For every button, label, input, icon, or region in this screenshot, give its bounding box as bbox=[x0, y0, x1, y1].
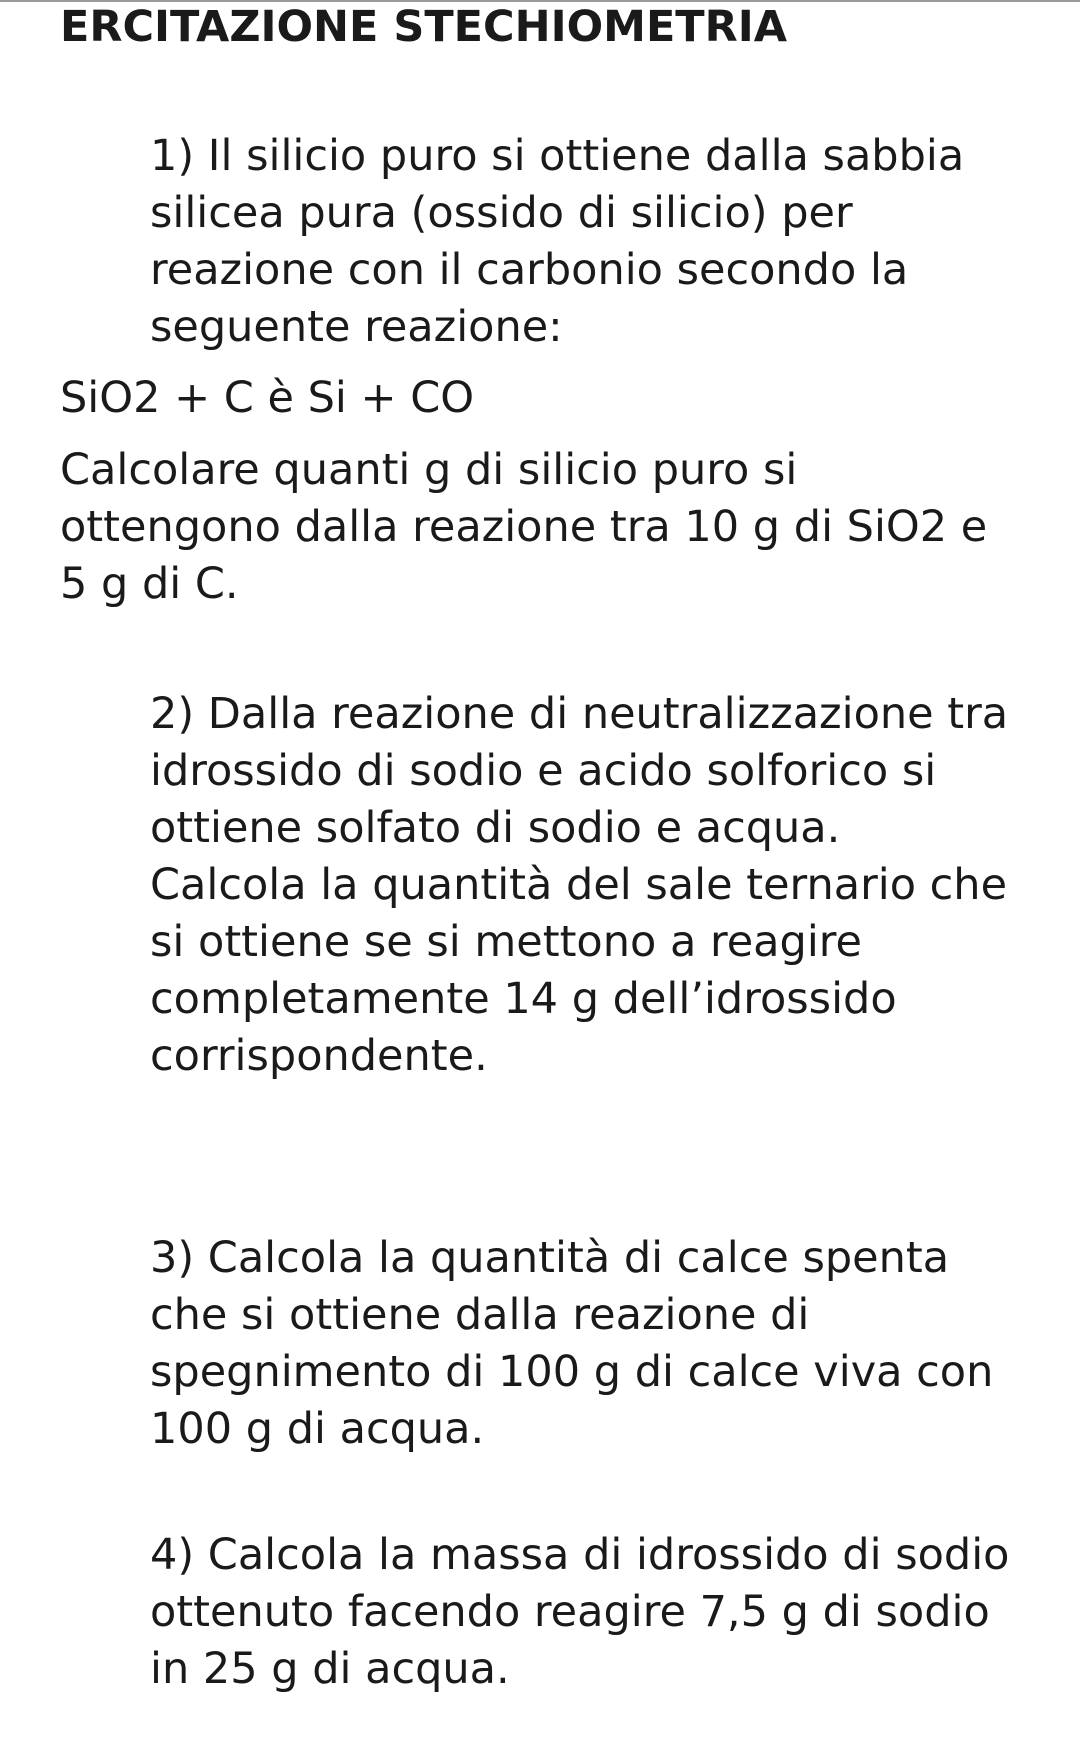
equation-text: SiO2 + C è Si + CO bbox=[60, 373, 475, 423]
exercise-2-line: completamente 14 g dell’idrossido bbox=[150, 974, 897, 1024]
exercise-2-line: 2) Dalla reazione di neutralizzazione tra bbox=[150, 689, 1009, 739]
exercise-1-line: 1) Il silicio puro si ottiene dalla sabbia bbox=[150, 131, 965, 181]
exercise-2-line: corrispondente. bbox=[150, 1031, 488, 1081]
exercise-3 bbox=[150, 1230, 1030, 1458]
exercise-1-equation bbox=[60, 370, 1020, 427]
exercise-1 bbox=[150, 128, 1030, 356]
exercise-1-question-line: 5 g di C. bbox=[60, 559, 239, 609]
document-title: ERCITAZIONE STECHIOMETRIA bbox=[60, 2, 788, 52]
exercise-1-question-line: ottengono dalla reazione tra 10 g di SiO2 e bbox=[60, 502, 988, 552]
exercise-2-line: Calcola la quantità del sale ternario che bbox=[150, 860, 1008, 910]
exercise-3-line: spegnimento di 100 g di calce viva con bbox=[150, 1347, 994, 1397]
exercise-1-question bbox=[60, 442, 1020, 613]
exercise-4 bbox=[150, 1527, 1030, 1698]
exercise-3-line: che si ottiene dalla reazione di bbox=[150, 1290, 810, 1340]
exercise-3-line: 100 g di acqua. bbox=[150, 1404, 485, 1454]
exercise-1-line: reazione con il carbonio secondo la bbox=[150, 245, 909, 295]
exercise-2-line: ottiene solfato di sodio e acqua. bbox=[150, 803, 841, 853]
exercise-1-question-line: Calcolare quanti g di silicio puro si bbox=[60, 445, 798, 495]
exercise-2-line: idrossido di sodio e acido solforico si bbox=[150, 746, 937, 796]
exercise-3-line: 3) Calcola la quantità di calce spenta bbox=[150, 1233, 950, 1283]
exercise-2-line: si ottiene se si mettono a reagire bbox=[150, 917, 862, 967]
exercise-1-line: seguente reazione: bbox=[150, 302, 563, 352]
exercise-4-line: 4) Calcola la massa di idrossido di sodio bbox=[150, 1530, 1010, 1580]
exercise-2 bbox=[150, 686, 1030, 1085]
exercise-4-line: in 25 g di acqua. bbox=[150, 1644, 510, 1694]
exercise-4-line: ottenuto facendo reagire 7,5 g di sodio bbox=[150, 1587, 990, 1637]
exercise-1-line: silicea pura (ossido di silicio) per bbox=[150, 188, 853, 238]
